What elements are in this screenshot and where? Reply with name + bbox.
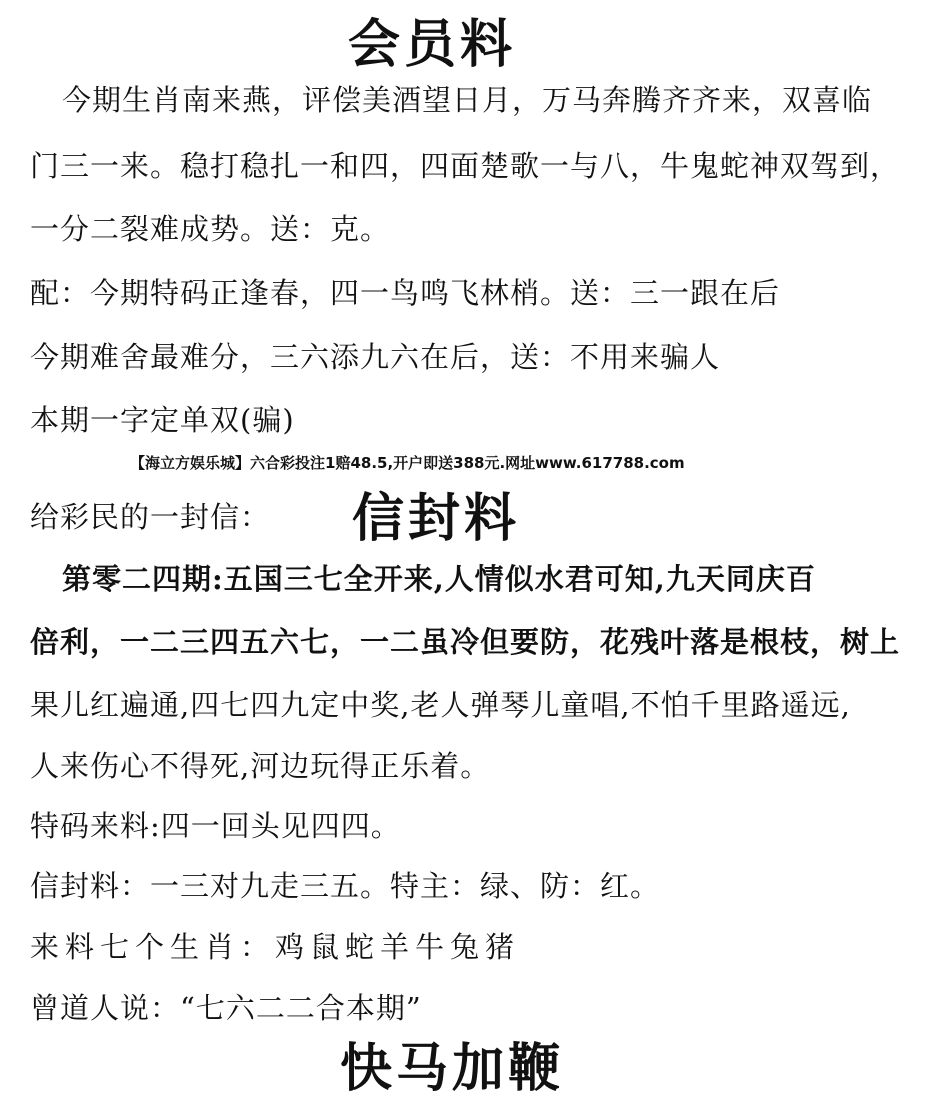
text-line: 果儿红遍通,四七四九定中奖,老人弹琴儿童唱,不怕千里路遥远, [30,688,851,722]
text-line: 曾道人说：“七六二二合本期” [30,991,422,1025]
section-title-whip: 快马加鞭 [340,1038,565,1099]
text-line: 本期一字定单双(骗) [30,403,295,437]
text-line: 信封料：一三对九走三五。特主：绿、防：红。 [30,869,661,903]
text-line: 门三一来。稳打稳扎一和四，四面楚歌一与八，牛鬼蛇神双驾到， [30,149,901,183]
text-line: 倍利，一二三四五六七，一二虽冷但要防，花残叶落是根枝，树上 [30,625,901,659]
text-line: 第零二四期:五国三七全开来,人情似水君可知,九天同庆百 [62,562,816,596]
letter-intro: 给彩民的一封信： [30,500,271,534]
section-title-envelope: 信封料 [352,488,521,549]
ad-banner: 【海立方娱乐城】六合彩投注1赔48.5,开户即送388元.网址www.617788.com [130,454,685,472]
text-line: 今期难舍最难分，三六添九六在后，送：不用来骗人 [30,340,721,374]
text-line: 一分二裂难成势。送：克。 [30,212,391,246]
section-title-members: 会员料 [348,14,517,75]
text-line: 人来伤心不得死,河边玩得正乐着。 [30,749,491,783]
text-line: 特码来料:四一回头见四四。 [30,809,401,843]
text-line: 配：今期特码正逢春，四一鸟鸣飞林梢。送：三一跟在后 [30,276,781,310]
text-line: 今期生肖南来燕，评偿美酒望日月，万马奔腾齐齐来，双喜临 [62,83,873,117]
text-line: 来料七个生肖：鸡鼠蛇羊牛兔猪 [30,930,521,964]
